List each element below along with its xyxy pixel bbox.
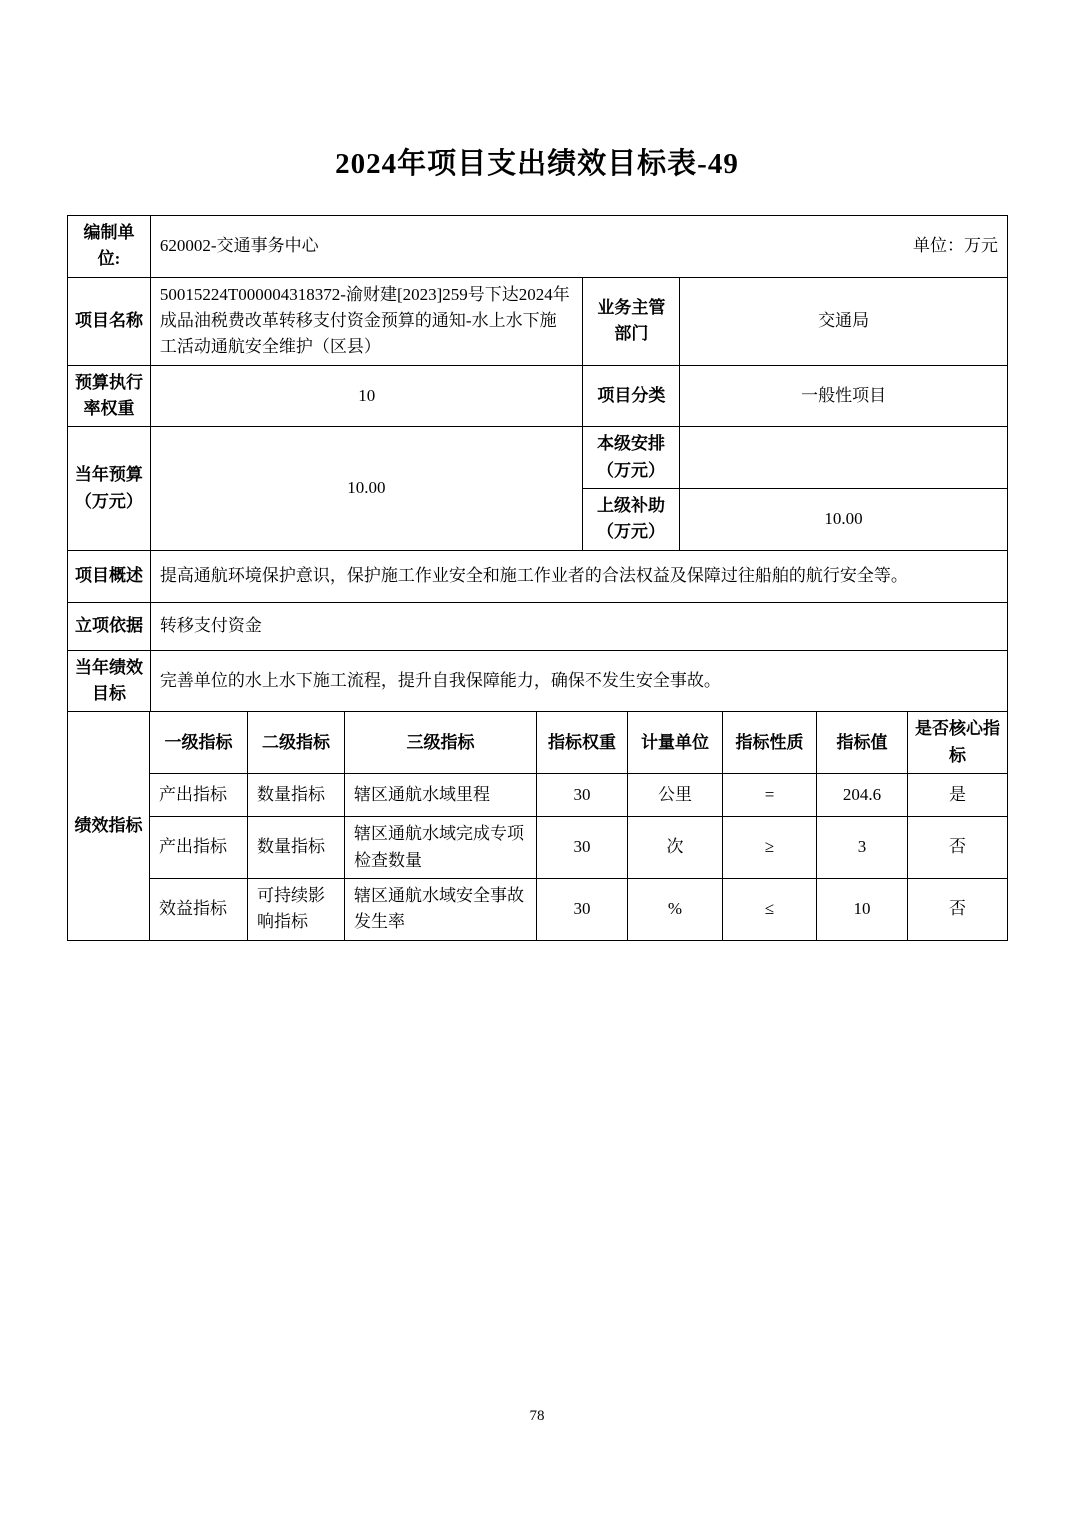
- overview-label-cell: 项目概述: [68, 551, 151, 603]
- performance-target-table: [67, 215, 1008, 941]
- indicators-label-cell: 绩效指标: [68, 712, 150, 940]
- indicator-level3: 辖区通航水域里程: [345, 774, 537, 817]
- indicator-core: 是: [908, 774, 1008, 817]
- page-number: 78: [529, 1408, 545, 1424]
- indicator-level2: 可持续影响指标: [248, 879, 345, 941]
- indicators-subtable: [150, 712, 1008, 940]
- indicator-level1: 产出指标: [150, 774, 248, 817]
- indicator-weight: 30: [537, 774, 628, 817]
- dept-label-cell: 业务主管部门: [583, 278, 680, 366]
- indicator-nature: ≤: [723, 879, 817, 941]
- indicator-row: [150, 774, 1008, 817]
- category-label-cell: 项目分类: [583, 366, 680, 428]
- indicator-value: 10: [817, 879, 908, 941]
- table-row-unit: [68, 216, 1008, 278]
- page-title: 2024年项目支出绩效目标表-49: [335, 148, 739, 180]
- budget-rate-label-cell: 预算执行率权重: [68, 366, 151, 428]
- table-row-overview: [68, 551, 1008, 603]
- table-row-annual-budget: [68, 427, 1008, 550]
- indicator-value: 204.6: [817, 774, 908, 817]
- superior-budget-label-cell: 上级补助（万元）: [583, 489, 680, 551]
- indicators-header-value: 指标值: [817, 712, 908, 774]
- indicators-header-unit: 计量单位: [628, 712, 723, 774]
- indicators-header-level1: 一级指标: [150, 712, 248, 774]
- indicator-nature: =: [723, 774, 817, 817]
- budget-rate-value-cell: 10: [151, 366, 584, 428]
- table-row-budget-rate: [68, 366, 1008, 428]
- project-name-label-cell: 项目名称: [68, 278, 151, 366]
- basis-label-cell: 立项依据: [68, 603, 151, 651]
- unit-value: 620002-交通事务中心: [159, 236, 319, 256]
- indicator-unit: 公里: [628, 774, 723, 817]
- indicators-header-core: 是否核心指标: [908, 712, 1008, 774]
- project-name-value-cell: 50015224T000004318372-渝财建[2023]259号下达2024年成品油税费改革转移支付资金预算的通知-水上水下施工活动通航安全维护（区县）: [151, 278, 584, 366]
- table-row-goal: [68, 651, 1008, 713]
- indicator-row: [150, 817, 1008, 879]
- dept-value-cell: 交通局: [680, 278, 1008, 366]
- table-row-local-budget: [583, 427, 1008, 489]
- indicator-level1: 产出指标: [150, 817, 248, 879]
- indicator-level1: 效益指标: [150, 879, 248, 941]
- overview-value-cell: 提高通航环境保护意识，保护施工作业安全和施工作业者的合法权益及保障过往船舶的航行安全等。: [151, 551, 1008, 603]
- indicator-weight: 30: [537, 879, 628, 941]
- indicators-header-level3: 三级指标: [345, 712, 537, 774]
- indicators-header-nature: 指标性质: [723, 712, 817, 774]
- budget-split-column: [583, 427, 1008, 550]
- indicator-level2: 数量指标: [248, 774, 345, 817]
- annual-budget-label-cell: 当年预算（万元）: [68, 427, 151, 550]
- indicator-level3: 辖区通航水域完成专项检查数量: [345, 817, 537, 879]
- goal-value-cell: 完善单位的水上水下施工流程，提升自我保障能力，确保不发生安全事故。: [151, 651, 1008, 713]
- indicator-weight: 30: [537, 817, 628, 879]
- category-value-cell: 一般性项目: [680, 366, 1008, 428]
- indicator-row: [150, 879, 1008, 941]
- superior-budget-value-cell: 10.00: [680, 489, 1008, 551]
- unit-label-cell: 编制单位:: [68, 216, 151, 278]
- annual-budget-value-cell: 10.00: [151, 427, 583, 550]
- table-row-superior-budget: [583, 489, 1008, 551]
- local-budget-value-cell: [680, 427, 1008, 489]
- indicator-unit: 次: [628, 817, 723, 879]
- goal-label-cell: 当年绩效目标: [68, 651, 151, 713]
- indicator-level2: 数量指标: [248, 817, 345, 879]
- indicator-nature: ≥: [723, 817, 817, 879]
- indicators-header-row: [150, 712, 1008, 774]
- indicators-header-weight: 指标权重: [537, 712, 628, 774]
- table-row-indicators: [68, 712, 1008, 940]
- unit-value-cell: [151, 216, 1008, 278]
- indicators-header-level2: 二级指标: [248, 712, 345, 774]
- indicator-unit: %: [628, 879, 723, 941]
- indicator-level3: 辖区通航水域安全事故发生率: [345, 879, 537, 941]
- indicator-value: 3: [817, 817, 908, 879]
- indicator-core: 否: [908, 879, 1008, 941]
- basis-value-cell: 转移支付资金: [151, 603, 1008, 651]
- currency-note: 单位：万元: [913, 236, 998, 256]
- table-row-project-name: [68, 278, 1008, 366]
- table-row-basis: [68, 603, 1008, 651]
- indicator-core: 否: [908, 817, 1008, 879]
- local-budget-label-cell: 本级安排（万元）: [583, 427, 680, 489]
